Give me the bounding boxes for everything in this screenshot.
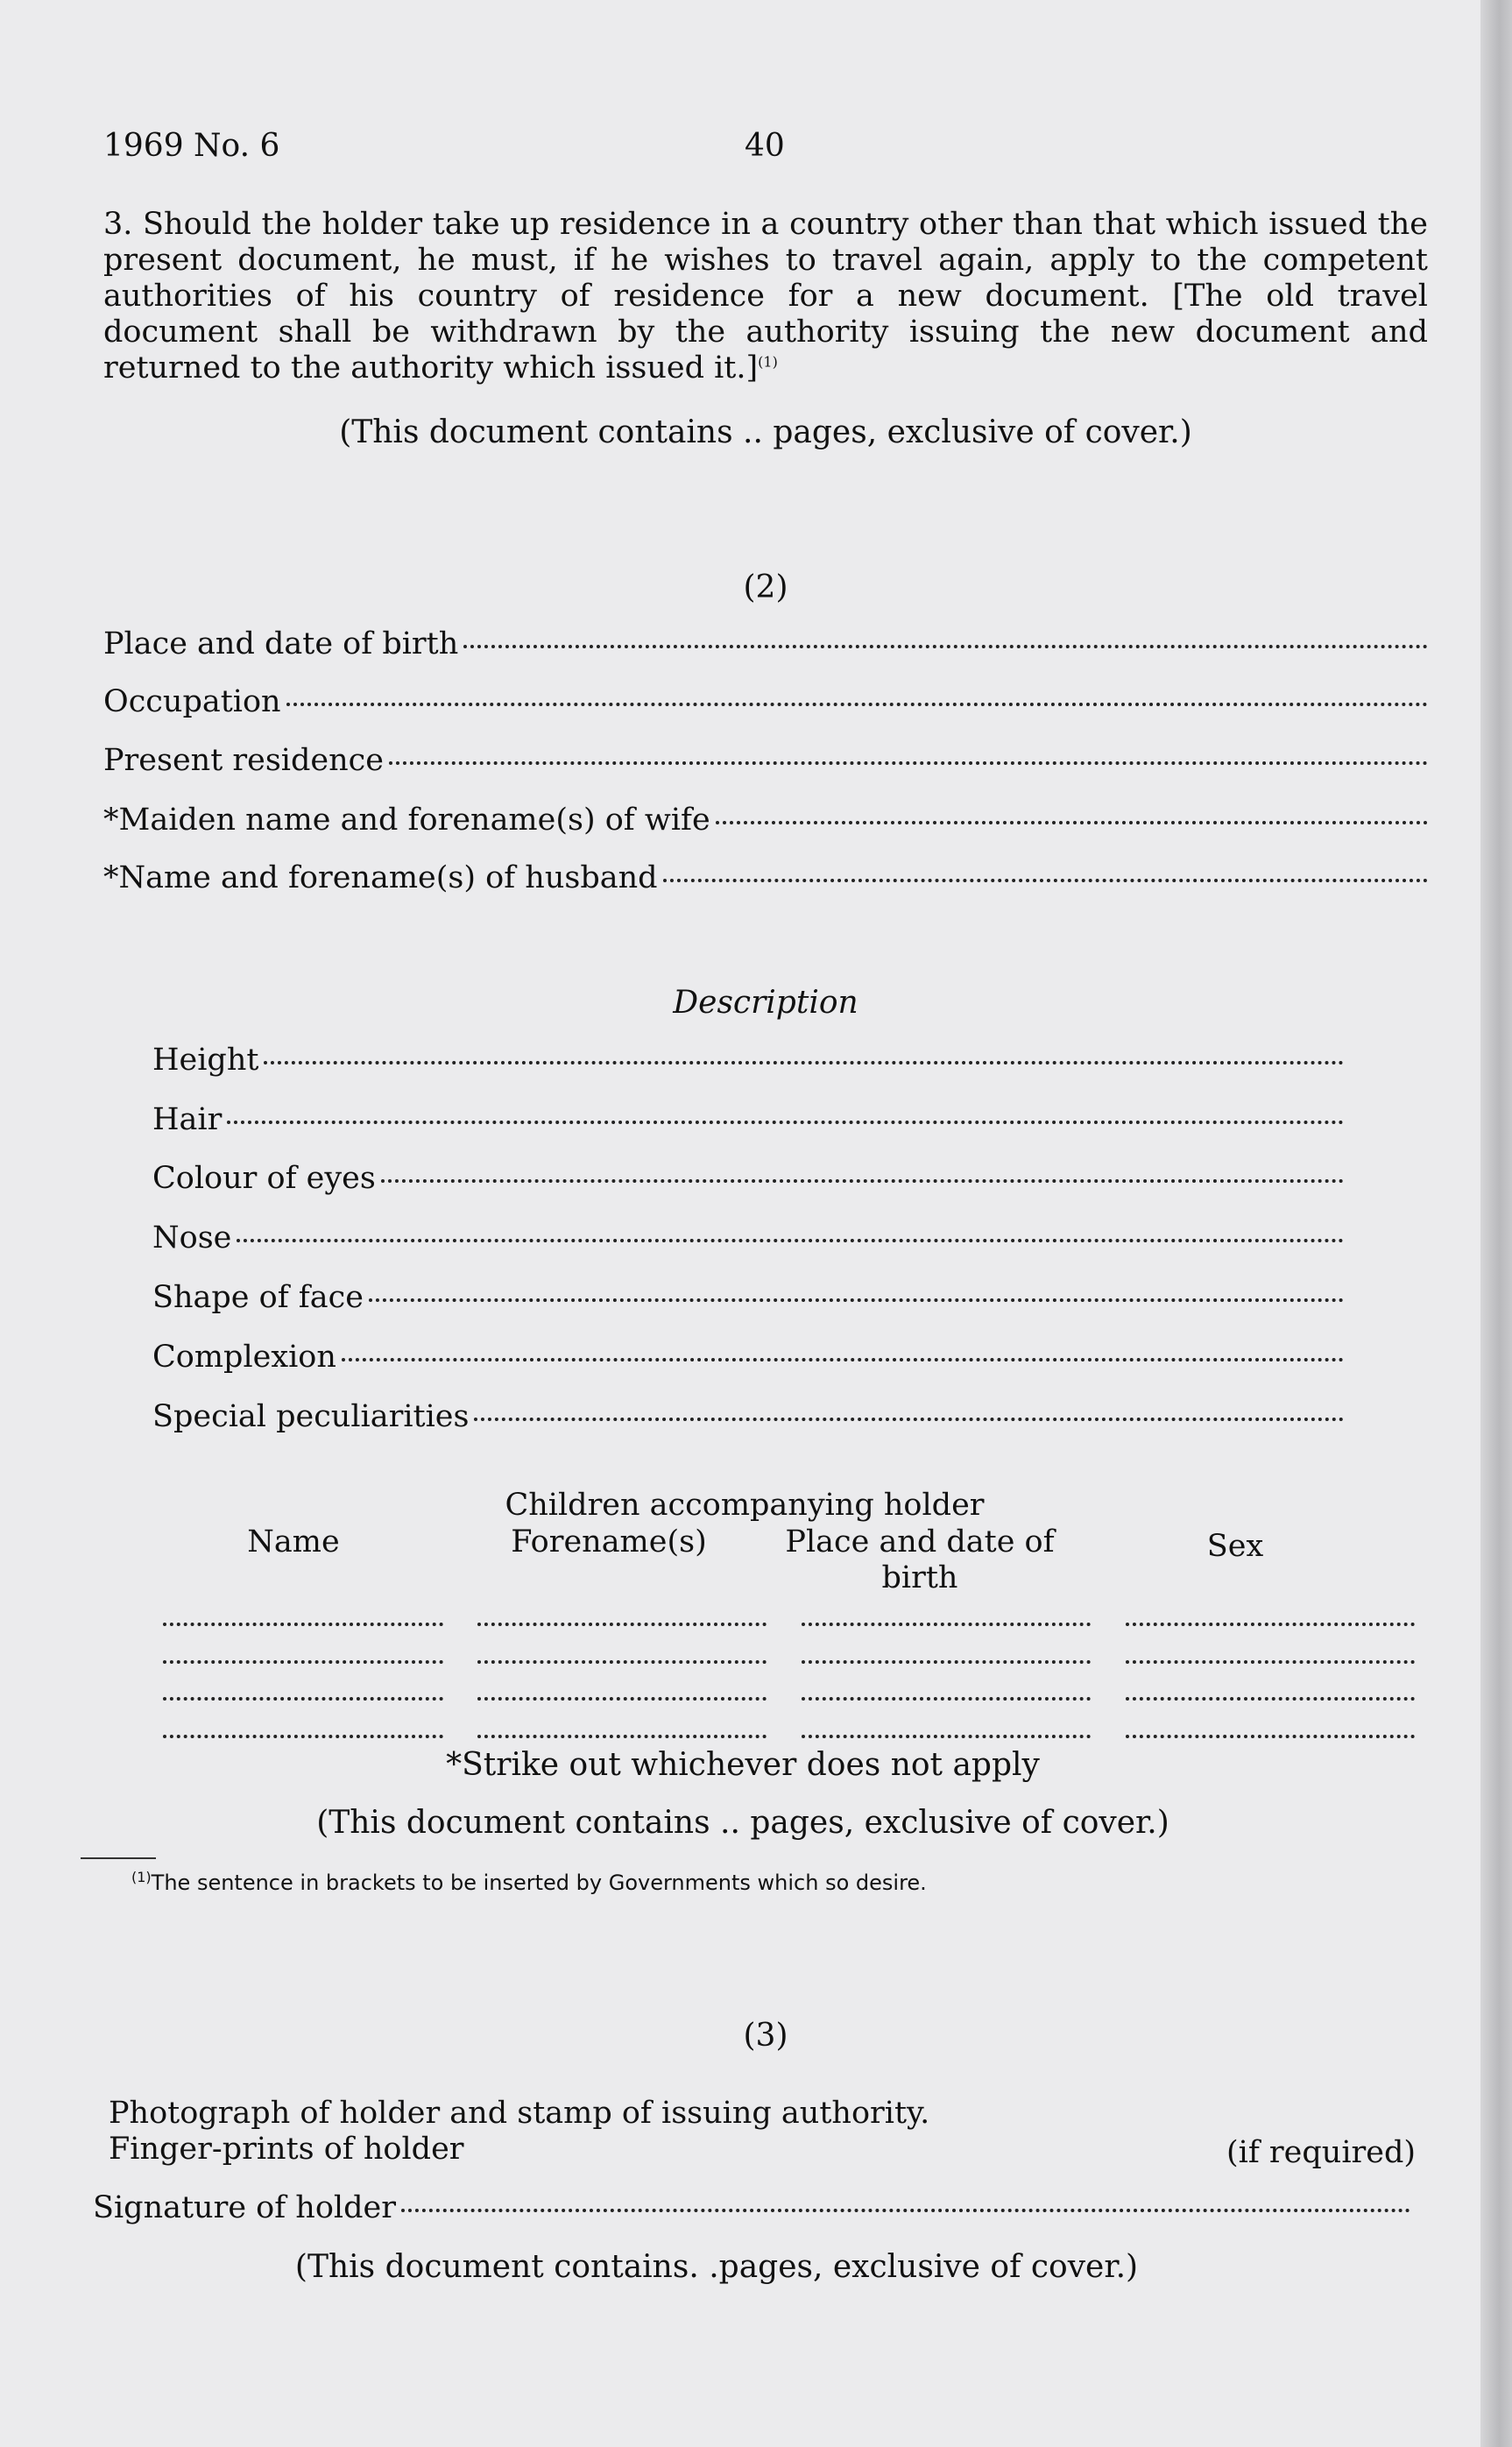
field-wife: [103, 803, 1428, 838]
field-complexion-dots: [342, 1357, 1344, 1361]
photo-line: Photograph of holder and stamp of issuing authority.: [109, 2096, 930, 2131]
cell-dots: [1126, 1735, 1415, 1738]
field-signature: [93, 2190, 1410, 2225]
field-hair-dots: [227, 1120, 1344, 1124]
pages-note-3: (This document contains. .pages, exclusive of cover.): [294, 2249, 1139, 2285]
field-complexion: [152, 1340, 1344, 1375]
field-height-label: Height: [152, 1043, 259, 1078]
cell-dots: [802, 1735, 1091, 1738]
paragraph-3-text: 3. Should the holder take up residence in a country other than that which issued the present document, he must, if he wishes to travel again, apply to the competent authorities of his country of residence for a new document. [The old travel document shall be withdrawn by the authority issuing the new document and returned to the authority which issued it.]: [103, 207, 1428, 385]
field-eyes-dots: [381, 1178, 1344, 1183]
cell-dots: [477, 1735, 767, 1738]
field-nose-dots: [237, 1238, 1344, 1242]
field-birth-dots: [463, 644, 1428, 648]
description-title: Description: [673, 985, 858, 1021]
children-title: Children accompanying holder: [505, 1488, 985, 1523]
cell-dots: [163, 1623, 443, 1626]
page-number: 40: [745, 128, 785, 164]
field-face-dots: [369, 1298, 1344, 1302]
cell-dots: [163, 1697, 443, 1701]
field-residence-label: Present residence: [103, 743, 384, 778]
cell-dots: [477, 1623, 767, 1626]
field-hair-label: Hair: [152, 1102, 223, 1137]
if-required-note: (if required): [1226, 2135, 1417, 2170]
field-occupation-dots: [286, 702, 1428, 706]
field-husband-dots: [663, 878, 1428, 882]
col-place-date: Place and date of birth: [785, 1524, 1055, 1595]
field-birth: [103, 626, 1428, 661]
cell-dots: [1126, 1697, 1415, 1701]
field-height: [152, 1043, 1344, 1078]
field-nose-label: Nose: [152, 1220, 232, 1255]
field-nose: [152, 1220, 1344, 1255]
footnote-sup: (1): [131, 1869, 152, 1885]
cell-dots: [1126, 1623, 1415, 1626]
field-height-dots: [264, 1060, 1344, 1064]
field-residence-dots: [389, 760, 1428, 765]
cell-dots: [163, 1735, 443, 1738]
cell-dots: [163, 1660, 443, 1664]
section-2-number: (2): [743, 569, 788, 605]
cell-dots: [802, 1623, 1091, 1626]
field-face-label: Shape of face: [152, 1280, 364, 1315]
cell-dots: [802, 1697, 1091, 1701]
field-eyes-label: Colour of eyes: [152, 1161, 376, 1196]
field-signature-label: Signature of holder: [93, 2190, 396, 2225]
field-hair: [152, 1102, 1344, 1137]
footnote: [131, 1871, 927, 1895]
strike-note: *Strike out whichever does not apply: [446, 1747, 1040, 1783]
col-sex: Sex: [1206, 1529, 1264, 1564]
footnote-rule: [81, 1857, 156, 1859]
col-forenames: Forename(s): [511, 1524, 707, 1559]
fingerprints-label: Finger-prints of holder: [109, 2132, 464, 2167]
field-peculiarities-label: Special peculiarities: [152, 1399, 470, 1434]
field-husband-label: *Name and forename(s) of husband: [103, 860, 658, 895]
cell-dots: [477, 1697, 767, 1701]
field-wife-label: *Maiden name and forename(s) of wife: [103, 803, 710, 838]
field-residence: [103, 743, 1428, 778]
cell-dots: [1126, 1660, 1415, 1664]
field-peculiarities-dots: [474, 1417, 1344, 1421]
field-occupation: [103, 684, 1428, 719]
cell-dots: [477, 1660, 767, 1664]
field-face: [152, 1280, 1344, 1315]
paragraph-3: [103, 207, 1428, 386]
field-complexion-label: Complexion: [152, 1340, 336, 1375]
header-year-number: 1969 No. 6: [103, 128, 280, 164]
field-birth-label: Place and date of birth: [103, 626, 459, 661]
field-eyes: [152, 1161, 1344, 1196]
section-3-number: (3): [743, 2018, 788, 2054]
cell-dots: [802, 1660, 1091, 1664]
field-peculiarities: [152, 1399, 1344, 1434]
field-wife-dots: [716, 820, 1428, 824]
field-husband: [103, 860, 1428, 895]
pages-note-1: (This document contains .. pages, exclusive of cover.): [339, 414, 1192, 450]
col-name: Name: [247, 1524, 340, 1559]
page-edge-shadow: [1480, 0, 1512, 2447]
footnote-text: The sentence in brackets to be inserted by Governments which so desire.: [151, 1871, 927, 1895]
field-signature-dots: [401, 2208, 1410, 2212]
pages-note-2: (This document contains .. pages, exclusive of cover.): [316, 1805, 1169, 1841]
field-occupation-label: Occupation: [103, 684, 281, 719]
footnote-marker: (1): [758, 353, 778, 371]
